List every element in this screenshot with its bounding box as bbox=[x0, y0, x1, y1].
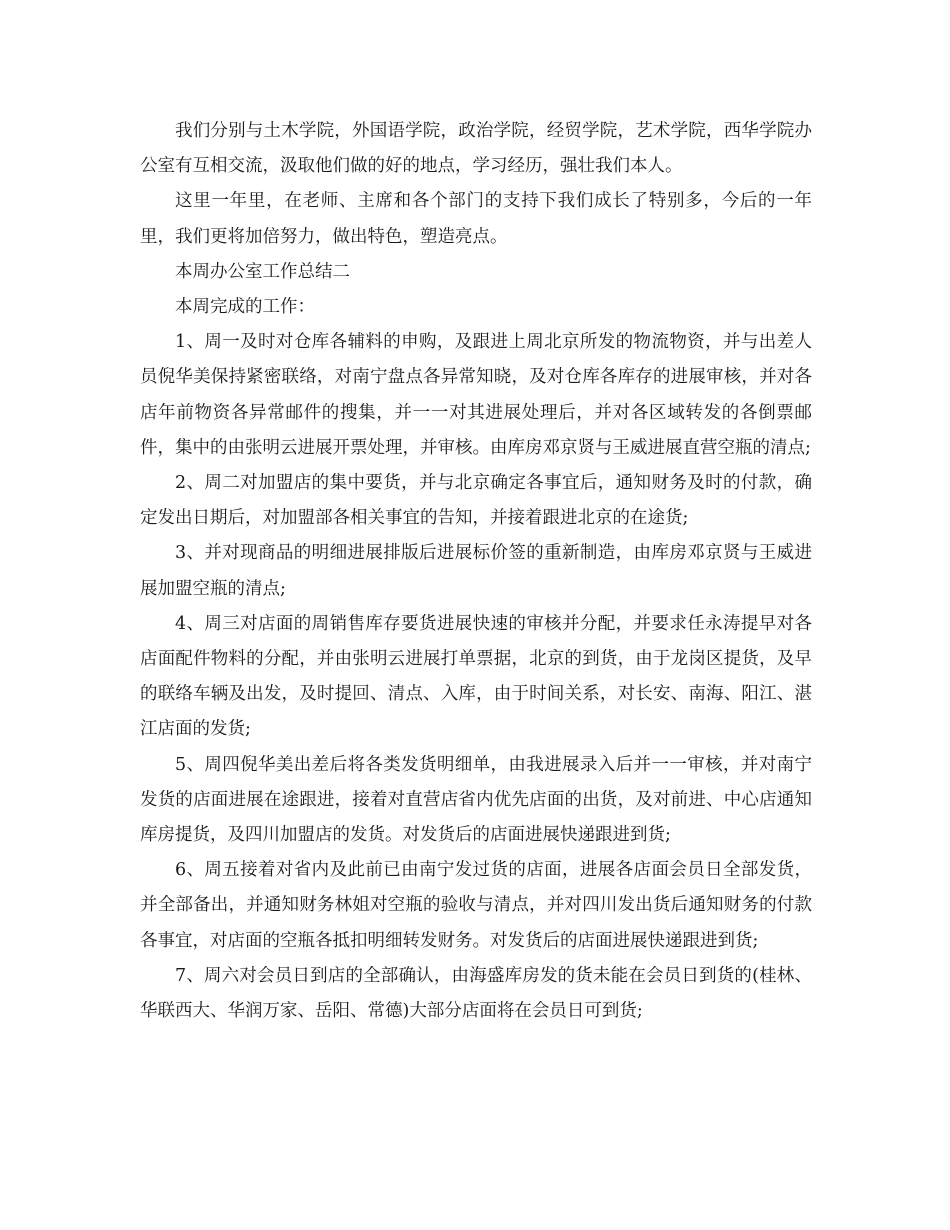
document-body bbox=[140, 114, 812, 1029]
list-item: 5、周四倪华美出差后将各类发货明细单，由我进展录入后并一一审核，并对南宁发货的店面进展在途跟进，接着对直营店省内优先店面的出货，及对前进、中心店通知库房提货，及四川加盟店的发货。对发货后的店面进展快递跟进到货; bbox=[140, 754, 812, 846]
section-title: 本周办公室工作总结二 bbox=[175, 261, 350, 282]
list-item: 4、周三对店面的周销售库存要货进展快速的审核并分配，并要求任永涛提早对各店面配件物料的分配，并由张明云进展打单票据，北京的到货，由于龙岗区提货，及早的联络车辆及出发，及时提回、清点、入库，由于时间关系，对长安、南海、阳江、湛江店面的发货; bbox=[140, 613, 812, 740]
list-item: 3、并对现商品的明细进展排版后进展标价签的重新制造，由库房邓京贤与王威进展加盟空瓶的清点; bbox=[140, 543, 812, 599]
section-subtitle: 本周完成的工作： bbox=[175, 297, 315, 318]
list-item: 7、周六对会员日到店的全部确认，由海盛库房发的货未能在会员日到货的(桂林、华联西大、华润万家、岳阳、常德)大部分店面将在会员日可到货; bbox=[140, 965, 812, 1022]
paragraph: 这里一年里，在老师、主席和各个部门的支持下我们成长了特别多，今后的一年里，我们更将加倍努力，做出特色，塑造亮点。 bbox=[140, 191, 812, 247]
paragraph: 我们分别与土木学院，外国语学院，政治学院，经贸学院，艺术学院，西华学院办公室有互相交流，汲取他们做的好的地点，学习经历，强壮我们本人。 bbox=[140, 121, 812, 177]
list-item: 1、周一及时对仓库各辅料的申购，及跟进上周北京所发的物流物资，并与出差人员倪华美保持紧密联络，对南宁盘点各异常知晓，及对仓库各库存的进展审核，并对各店年前物资各异常邮件的搜集，并一一对其进展处理后，并对各区域转发的各倒票邮件，集中的由张明云进展开票处理，并审核。由库房邓京贤与王威进展直营空瓶的清点; bbox=[140, 332, 812, 458]
list-item: 2、周二对加盟店的集中要货，并与北京确定各事宜后，通知财务及时的付款，确定发出日期后，对加盟部各相关事宜的告知，并接着跟进北京的在途货; bbox=[140, 473, 812, 529]
list-item: 6、周五接着对省内及此前已由南宁发过货的店面，进展各店面会员日全部发货，并全部备出，并通知财务林姐对空瓶的验收与清点，并对四川发出货后通知财务的付款各事宜，对店面的空瓶各抵扣明细转发财务。对发货后的店面进展快递跟进到货; bbox=[140, 860, 812, 951]
